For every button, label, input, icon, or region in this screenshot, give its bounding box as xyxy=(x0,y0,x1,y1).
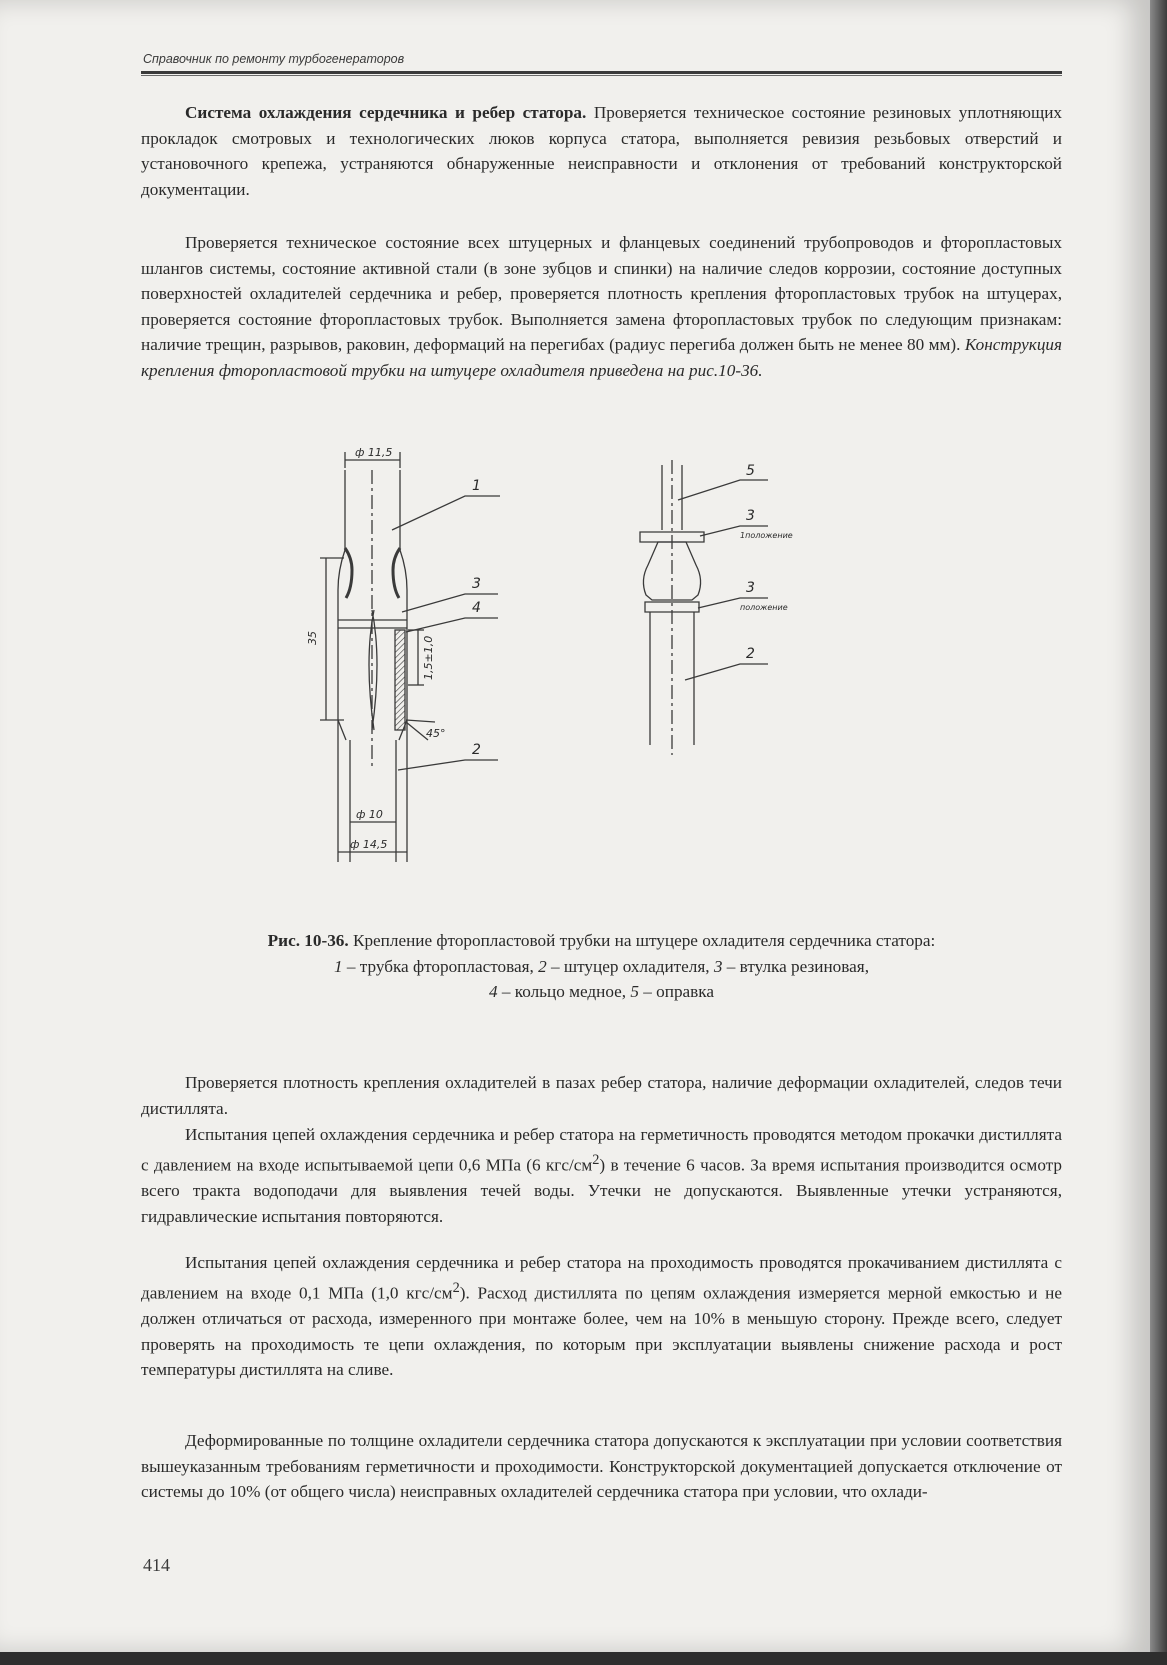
paragraph-5-text-b: ). Расход дистиллята по цепям охлаждения измеряется мерной емкостью и не должен отличаться от расхода, измеренного при монтаже более, чем на 10% в меньшую сторону. Прежде всего, следует проверять на проходимость те цепи охлаждения, по которым при эксплуатации выявлены снижение расхода и рост температуры дистиллята на сливе. xyxy=(141,1283,1063,1380)
scan-right-edge xyxy=(1150,0,1167,1665)
callout-left-2: 2 xyxy=(472,742,481,758)
position-note-2: положение xyxy=(740,603,788,612)
legend-text-2: – штуцер охладителя, xyxy=(546,956,714,976)
scan-bottom-edge xyxy=(0,1652,1167,1665)
paragraph-2 xyxy=(141,230,1062,384)
leader-2-left xyxy=(398,760,498,770)
legend-num-1: 1 xyxy=(333,956,343,976)
figure-caption xyxy=(141,928,1062,1005)
figure-10-36 xyxy=(300,446,860,910)
legend-num-2: 2 xyxy=(538,956,547,976)
page-number: 414 xyxy=(143,1555,170,1575)
caption-title: Крепление фторопластовой трубки на штуцере охладителя сердечника статора: xyxy=(353,931,936,950)
caption-line-title xyxy=(141,928,1062,954)
leader-3-left xyxy=(402,594,498,612)
legend-text-3: – втулка резиновая, xyxy=(722,956,869,976)
paragraph-4-text-a: Испытания цепей охлаждения сердечника и ребер статора на герметичность проводятся методом прокачки дистиллята с давлением на входе испытываемой цепи 0,6 МПа (6 кгс/см xyxy=(141,1125,1062,1175)
paragraph-4-text-b: ) в течение 6 часов. За время испытания производится осмотр всего тракта водоподачи для выявления течей воды. Утечки не допускаются. Выявленные утечки устраняются, гидравлические испытания повторяются. xyxy=(141,1155,1062,1226)
paragraph-4-sup: 2 xyxy=(592,1151,600,1168)
legend-num-5: 5 xyxy=(630,982,639,1002)
figure-reference: Конструкция крепления фторопластовой трубки на штуцере охладителя приведена на рис.10-36. xyxy=(141,335,1062,380)
paragraph-2-text: Проверяется техническое состояние всех штуцерных и фланцевых соединений трубопроводов и фторопластовых шлангов системы, состояние активной стали (в зоне зубцов и спинки) на наличие следов коррозии, состояние доступных поверхностей охладителей сердечника и ребер, проверяется плотность крепления фторопластовых трубок на штуцерах, проверяется состояние фторопластовых трубок. Выполняется замена фторопластовых трубок по следующим признакам: наличие трещин, разрывов, раковин, деформаций на перегибах (радиус перегиба должен быть не менее 80 мм). xyxy=(141,233,1062,355)
legend-num-3: 3 xyxy=(713,956,723,976)
callout-right-5: 5 xyxy=(746,463,755,479)
callout-right-3a: 3 xyxy=(746,508,755,524)
paragraph-3 xyxy=(141,1070,1062,1121)
caption-label: Рис. 10-36. xyxy=(267,931,349,950)
dim-inner-label: ф 10 xyxy=(356,808,383,821)
figure-drawing xyxy=(300,446,860,910)
copper-ring-section xyxy=(395,630,405,730)
callout-right-2: 2 xyxy=(746,646,755,662)
position-note-1: 1положение xyxy=(740,531,793,540)
dim-height-label: 35 xyxy=(306,631,319,645)
running-header: Справочник по ремонту турбогенераторов xyxy=(143,52,405,66)
leader-1 xyxy=(392,496,500,530)
paragraph-3-text: Проверяется плотность крепления охладителей в пазах ребер статора, наличие деформации охладителей, следов течи дистиллята. xyxy=(141,1073,1062,1118)
paragraph-6-text: Деформированные по толщине охладители сердечника статора допускаются к эксплуатации при условии соответствия вышеуказанным требованиям герметичности и проходимости. Конструкторской документацией допускается отключение от системы до 10% (от общего числа) неисправных охладителей сердечника статора при условии, что охлади- xyxy=(141,1431,1062,1502)
paragraph-1 xyxy=(141,100,1062,202)
callout-left-3: 3 xyxy=(472,576,481,592)
caption-legend-line-2 xyxy=(141,979,1062,1005)
callout-right-3b: 3 xyxy=(746,580,755,596)
dim-top-label: ф 11,5 xyxy=(355,446,393,459)
caption-legend-line-1 xyxy=(141,954,1062,980)
paragraph-4 xyxy=(141,1122,1062,1229)
paragraph-5 xyxy=(141,1250,1062,1383)
callout-left-4: 4 xyxy=(472,600,481,616)
paragraph-1-text: Проверяется техническое состояние резиновых уплотняющих прокладок смотровых и технологических люков корпуса статора, выполняется ревизия резьбовых отверстий и установочного крепежа, устраняются обнаруженные неисправности и отклонения от требований конструкторской документации. xyxy=(141,103,1062,199)
dim-angle-label: 45° xyxy=(426,727,446,740)
legend-num-4: 4 xyxy=(488,982,498,1002)
section-heading: Система охлаждения сердечника и ребер статора. xyxy=(185,103,587,122)
header-rule xyxy=(141,71,1062,76)
paragraph-5-text-a: Испытания цепей охлаждения сердечника и ребер статора на проходимость проводятся прокачиванием дистиллята с давлением на входе 0,1 МПа (1,0 кгс/см xyxy=(141,1253,1062,1303)
leader-2-right xyxy=(685,664,768,680)
dim-gap-label: 1,5±1,0 xyxy=(422,635,435,680)
legend-text-5: – оправка xyxy=(638,982,715,1002)
dim-outer-label: ф 14,5 xyxy=(350,838,388,851)
legend-text-4: – кольцо медное, xyxy=(497,982,631,1002)
paragraph-5-sup: 2 xyxy=(452,1279,460,1296)
paragraph-6 xyxy=(141,1428,1062,1505)
legend-text-1: – трубка фторопластовая, xyxy=(342,956,539,976)
leader-5 xyxy=(678,480,768,500)
callout-left-1: 1 xyxy=(472,478,481,494)
